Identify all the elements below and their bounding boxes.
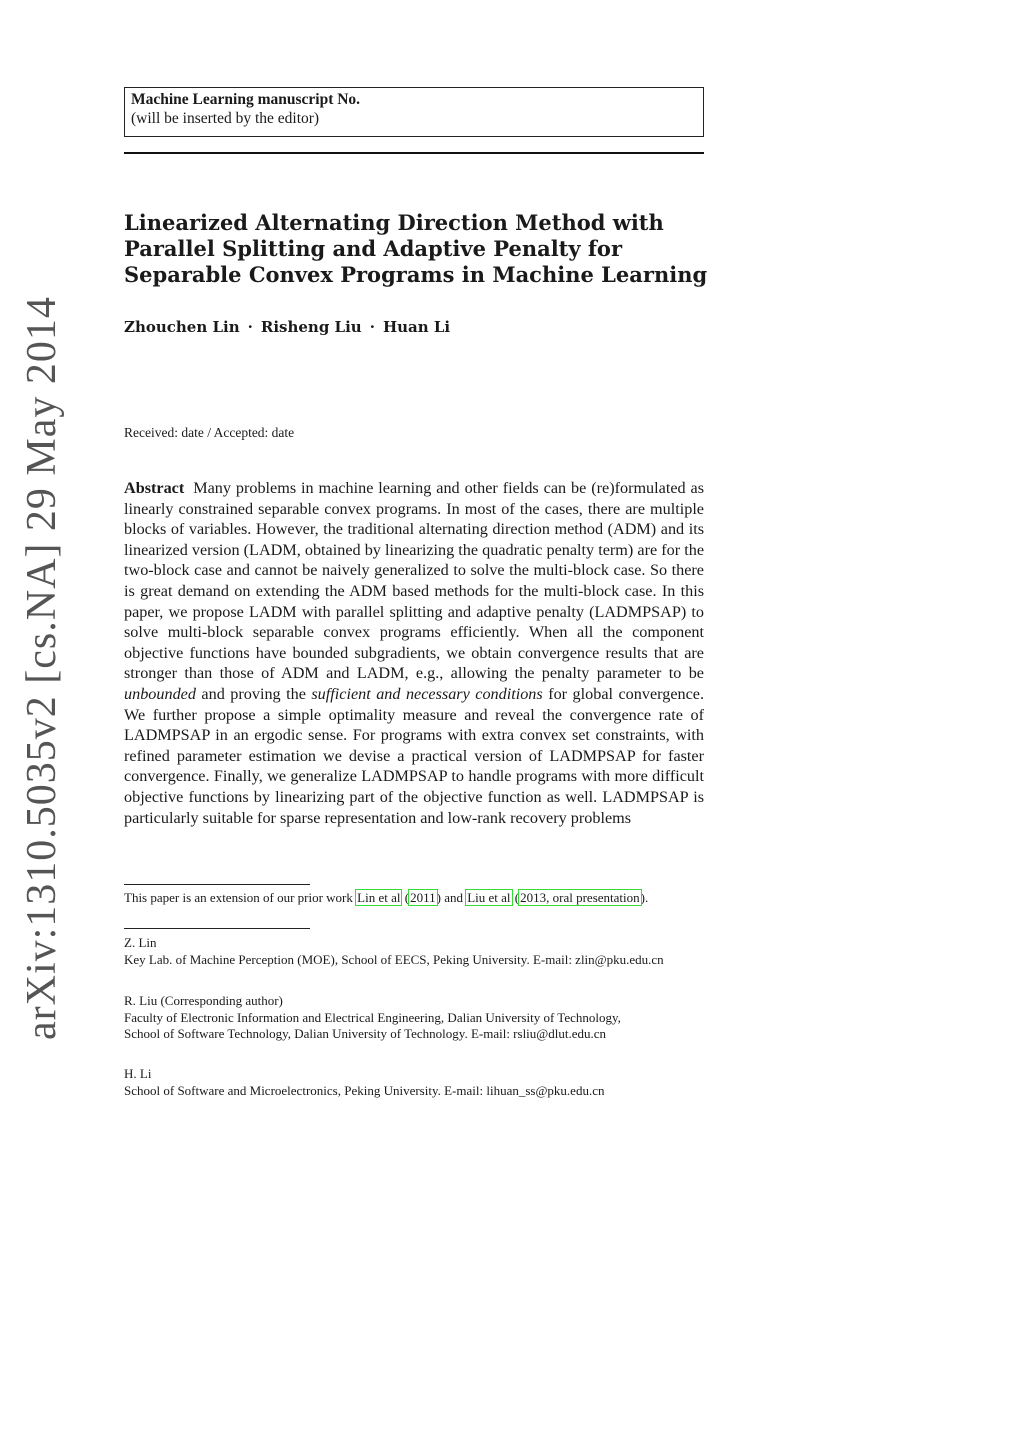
paper-title xyxy=(124,210,724,288)
editor-note: (will be inserted by the editor) xyxy=(131,110,320,127)
author-separator: · xyxy=(369,318,375,336)
author-separator: · xyxy=(247,318,253,336)
journal-name: Machine Learning manuscript No. xyxy=(131,91,361,108)
abstract-text: for global convergence. We further propose a simple optimality measure and reveal the convergence rate of LADMPSAP in an ergodic sense. For programs with extra convex set constraints, with refined parameter estimation we devise a practical version of LADMPSAP for faster convergence. Finally, we generalize LADMPSAP to handle programs with more difficult objective functions by linearizing part of the objective function as well. LADMPSAP is particularly suitable for sparse representation and low-rank recovery problems xyxy=(124,684,705,827)
received-date: Received: date / Accepted: date xyxy=(124,425,295,440)
citation-year-link[interactable]: 2011 xyxy=(410,890,436,905)
author-list xyxy=(124,318,450,336)
title-line: Separable Convex Programs in Machine Learning xyxy=(124,262,708,287)
abstract xyxy=(124,478,704,828)
affiliation-line: School of Software and Microelectronics, Peking University. E-mail: lihuan_ss@pku.edu.cn xyxy=(124,1082,605,1098)
abstract-emphasis: unbounded xyxy=(124,684,196,703)
abstract-text: Many problems in machine learning and other fields can be (re)formulated as linearly constrained separable convex programs. In most of the cases, there are multiple blocks of variables. However, the traditional alternating direction method (ADM) and its linearized version (LADM, obtained by linearizing the quadratic penalty term) are for the two-block case and cannot be naively generalized to solve the multi-block case. So there is great demand on extending the ADM based methods for the multi-block case. In this paper, we propose LADM with parallel splitting and adaptive penalty (LADMPSAP) to solve multi-block separable convex programs efficiently. When all the component objective functions have bounded subgradients, we obtain convergence results that are stronger than those of ADM and LADM, e.g., allowing the penalty parameter to be xyxy=(124,479,705,683)
abstract-text: and proving the xyxy=(201,684,306,703)
author-name: Huan Li xyxy=(382,318,451,336)
footnote-text: and xyxy=(444,890,463,905)
affiliation-lin xyxy=(124,935,704,968)
affiliation-line: Key Lab. of Machine Perception (MOE), School of EECS, Peking University. E-mail: zlin@pku.edu.cn xyxy=(124,951,664,967)
author-name: Risheng Liu xyxy=(260,318,362,336)
affiliation-li xyxy=(124,1066,704,1099)
arxiv-sidebar-stamp: arXiv:1310.5035v2 [cs.NA] 29 May 2014 xyxy=(19,296,65,1040)
footnote-text: This paper is an extension of our prior work xyxy=(124,890,353,905)
footnote-rule xyxy=(124,928,310,929)
title-line: Linearized Alternating Direction Method with xyxy=(124,210,664,235)
abstract-label: Abstract xyxy=(124,479,185,497)
citation-link[interactable]: Lin et al xyxy=(357,890,401,905)
footnote-text: . xyxy=(644,890,649,905)
editor-note-box xyxy=(124,87,704,137)
footnote-rule xyxy=(124,884,310,885)
citation-year-link[interactable]: 2013, oral presentation xyxy=(520,890,640,905)
affiliation-line: School of Software Technology, Dalian University of Technology. E-mail: rsliu@dlut.edu.cn xyxy=(124,1026,607,1041)
affiliation-liu xyxy=(124,993,704,1043)
affiliation-line: Faculty of Electronic Information and Electrical Engineering, Dalian University of Technology, xyxy=(124,1009,621,1025)
affiliation-name: R. Liu (Corresponding author) xyxy=(124,993,283,1008)
title-line: Parallel Splitting and Adaptive Penalty for xyxy=(124,236,623,261)
affiliation-name: H. Li xyxy=(124,1066,152,1081)
affiliation-name: Z. Lin xyxy=(124,935,157,950)
author-name: Zhouchen Lin xyxy=(124,318,240,336)
header-rule xyxy=(124,152,704,154)
abstract-emphasis: sufficient and necessary conditions xyxy=(311,684,543,703)
footnote: This paper is an extension of our prior work Lin et al (2011) and Liu et al (2013, oral presentation). xyxy=(124,890,649,905)
citation-link[interactable]: Liu et al xyxy=(467,890,511,905)
